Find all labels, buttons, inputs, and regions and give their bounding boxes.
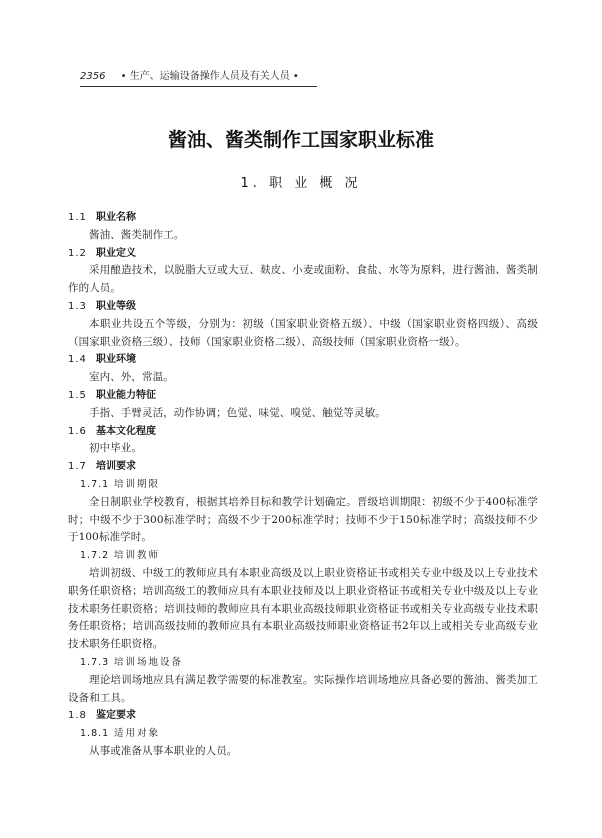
section-number: 1.8 (68, 710, 87, 722)
section-title: 职业名称 (96, 212, 136, 223)
paragraph: 本职业共设五个等级，分别为：初级（国家职业资格五级）、中级（国家职业资格四级）、高级（国家职业资格三级）、技师（国家职业资格二级）、高级技师（国家职业资格一级）。 (68, 317, 538, 348)
section-heading (68, 423, 538, 441)
section-title: 职业环境 (96, 354, 136, 366)
paragraph: 手指、手臂灵活，动作协调；色觉、味觉、嗅觉、触觉等灵敏。 (89, 406, 386, 419)
paragraph: 酱油、酱类制作工。 (89, 228, 185, 241)
paragraph: 培训初级、中级工的教师应具有本职业高级及以上职业资格证书或相关专业中级及以上专业技术职务任职资格；培训高级工的教师应具有本职业技师及以上职业资格证书或相关专业中级及以上专业技术职务任职资格；培训技师的教师应具有本职业高级技师职业资格证书或相关专业高级专业技术职务任职资格；培训高级技师的教师应具有本职业高级技师职业资格证书2年以上或相关专业高级专业技术职务任职资格。 (68, 566, 538, 651)
section-title: 鉴定要求 (96, 710, 136, 722)
running-title: • 生产、运输设备操作人员及有关人员 • (120, 71, 299, 82)
section-number: 1.7 (68, 461, 87, 473)
subsection-number: 1.7.2 (80, 550, 110, 562)
section-heading (68, 458, 538, 476)
paragraph: 从事或准备从事本职业的人员。 (89, 744, 238, 757)
section-number: 1.4 (68, 354, 87, 366)
running-head (80, 71, 317, 83)
paragraph: 全日制职业学校教育，根据其培养目标和教学计划确定。晋级培训期限：初级不少于400标准学时；中级不少于300标准学时；高级不少于200标准学时；技师不少于150标准学时；高级技师不少于100标准学时。 (68, 495, 538, 544)
section-number: 1.3 (68, 300, 87, 312)
section-heading (68, 209, 538, 227)
subsection-title: 适用对象 (114, 728, 161, 740)
subsection-title: 培训教师 (114, 550, 161, 562)
section-heading (68, 351, 538, 369)
page-number: 2356 (80, 71, 106, 82)
subsection-number: 1.8.1 (80, 728, 110, 740)
section-heading (68, 245, 538, 263)
subsection-title: 培训期限 (114, 478, 161, 490)
document-body (68, 209, 538, 761)
paragraph: 理论培训场地应具有满足教学需要的标准教室。实际操作培训场地应具备必要的酱油、酱类加工设备和工具。 (68, 673, 538, 704)
section-number: 1.6 (68, 425, 87, 437)
paragraph: 室内、外，常温。 (89, 371, 174, 384)
subsection-heading (68, 476, 538, 494)
subsection-heading (68, 547, 538, 565)
paragraph: 初中毕业。 (89, 442, 142, 455)
section-number: 1.5 (68, 389, 87, 401)
section-title: 基本文化程度 (96, 425, 156, 437)
section-heading (68, 298, 538, 316)
section-number: 1.2 (68, 247, 87, 259)
section-title: 职业能力特征 (96, 389, 156, 401)
chapter-heading: 1. 职 业 概 况 (240, 176, 362, 191)
header-rule (80, 86, 317, 87)
section-title: 职业定义 (96, 247, 136, 259)
subsection-heading (68, 725, 538, 743)
section-title: 培训要求 (96, 461, 136, 473)
section-heading (68, 707, 538, 725)
document-title: 酱油、酱类制作工国家职业标准 (167, 129, 434, 151)
paragraph: 采用酿造技术，以脱脂大豆或大豆、麸皮、小麦或面粉、食盐、水等为原料，进行酱油、酱类制作的人员。 (68, 264, 538, 295)
section-number: 1.1 (68, 212, 87, 223)
section-title: 职业等级 (96, 300, 136, 312)
section-heading (68, 387, 538, 405)
subsection-number: 1.7.3 (80, 656, 110, 668)
subsection-title: 培训场地设备 (114, 656, 184, 668)
subsection-number: 1.7.1 (80, 478, 110, 490)
subsection-heading (68, 654, 538, 672)
